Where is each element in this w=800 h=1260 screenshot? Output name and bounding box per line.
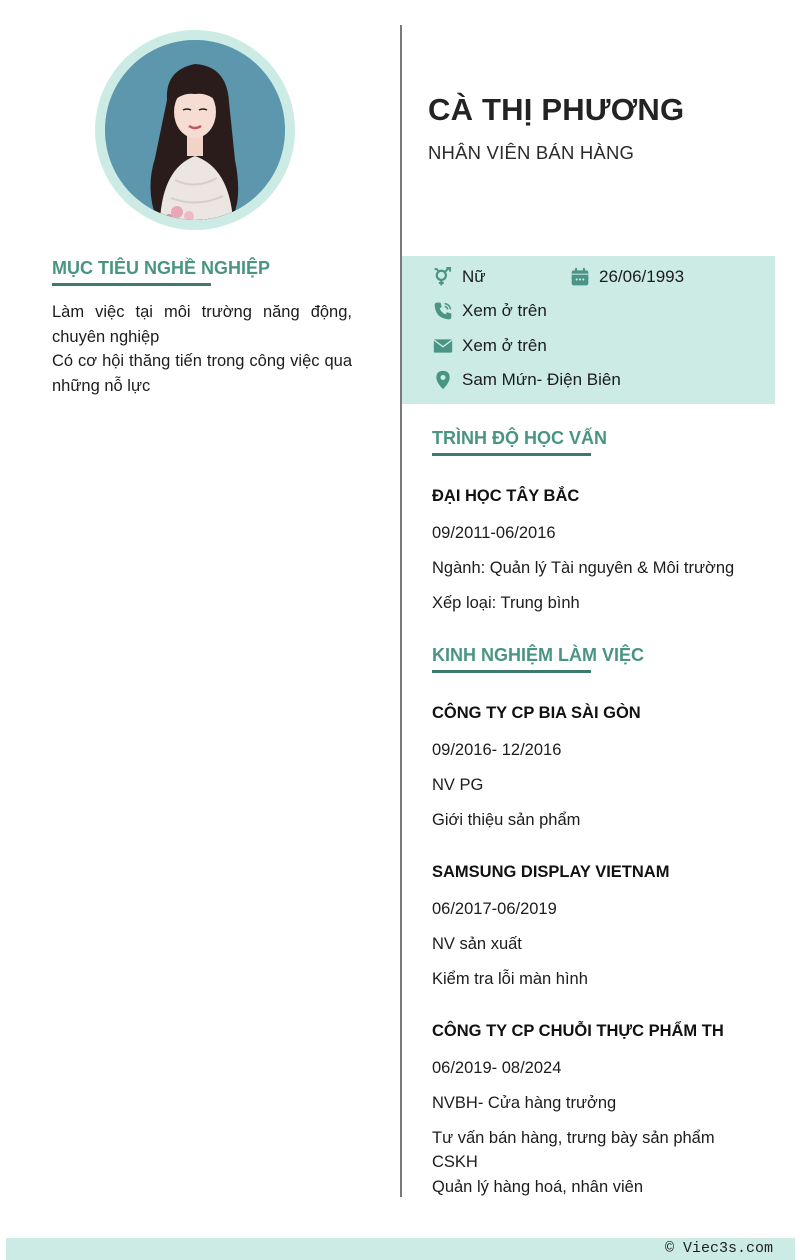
education-grade: Xếp loại: Trung bình — [432, 594, 580, 612]
objective-line: Làm việc tại môi trường năng động, chuyên nghiệp — [52, 303, 352, 346]
contact-info-panel — [402, 256, 775, 404]
experience-position: NVBH- Cửa hàng trưởng — [432, 1094, 617, 1112]
calendar-icon — [569, 266, 591, 288]
experience-period: 06/2017-06/2019 — [432, 900, 557, 918]
experience-position: NV PG — [432, 776, 484, 794]
address-value: Sam Mứn- Điện Biên — [462, 370, 621, 389]
experience-position: NV sản xuất — [432, 935, 522, 953]
experience-company: SAMSUNG DISPLAY VIETNAM — [432, 863, 670, 881]
map-pin-icon — [432, 369, 454, 391]
experience-description: Quản lý hàng hoá, nhân viên — [432, 1178, 643, 1196]
objective-line: Có cơ hội thăng tiến trong công việc qua những nỗ lực — [52, 352, 352, 395]
email-value: Xem ở trên — [462, 336, 547, 355]
contact-birthdate — [569, 266, 684, 288]
contact-gender — [432, 266, 486, 288]
birthdate-value: 26/06/1993 — [599, 267, 685, 286]
experience-company: CÔNG TY CP CHUỖI THỰC PHẨM TH — [432, 1022, 724, 1040]
envelope-icon — [432, 335, 454, 357]
contact-phone — [432, 300, 547, 322]
column-divider — [400, 25, 402, 1197]
objective-text — [52, 300, 352, 398]
objective-title-text: MỤC TIÊU NGHỀ NGHIỆP — [52, 258, 271, 278]
experience-description: Giới thiệu sản phẩm — [432, 811, 581, 829]
experience-period: 09/2016- 12/2016 — [432, 741, 562, 759]
candidate-job-title: NHÂN VIÊN BÁN HÀNG — [428, 142, 635, 163]
contact-address — [432, 369, 621, 391]
experience-title-underline — [432, 670, 591, 673]
experience-company: CÔNG TY CP BIA SÀI GÒN — [432, 704, 641, 722]
footer-bar — [6, 1238, 795, 1260]
education-title-text: TRÌNH ĐỘ HỌC VẤN — [432, 428, 607, 448]
education-section-title — [432, 428, 607, 449]
experience-description: Tư vấn bán hàng, trưng bày sản phẩm — [432, 1129, 715, 1147]
experience-description: Kiểm tra lỗi màn hình — [432, 970, 588, 988]
objective-title-underline — [52, 283, 211, 286]
avatar-ring — [95, 30, 295, 230]
phone-icon — [432, 300, 454, 322]
experience-description: CSKH — [432, 1153, 478, 1171]
experience-title-text: KINH NGHIỆM LÀM VIỆC — [432, 645, 645, 665]
education-title-underline — [432, 453, 591, 456]
candidate-name: CÀ THỊ PHƯƠNG — [428, 92, 685, 127]
phone-value: Xem ở trên — [462, 301, 547, 320]
experience-period: 06/2019- 08/2024 — [432, 1059, 562, 1077]
objective-section-title — [52, 258, 270, 279]
profile-photo-icon — [105, 40, 285, 220]
experience-section-title — [432, 645, 644, 666]
gender-icon — [432, 266, 454, 288]
gender-value: Nữ — [462, 267, 486, 286]
avatar — [105, 40, 285, 220]
footer-copyright: © Viec3s.com — [664, 1240, 773, 1257]
education-school: ĐẠI HỌC TÂY BẮC — [432, 487, 580, 505]
education-major: Ngành: Quản lý Tài nguyên & Môi trường — [432, 559, 735, 577]
contact-email — [432, 335, 547, 357]
education-period: 09/2011-06/2016 — [432, 524, 556, 542]
